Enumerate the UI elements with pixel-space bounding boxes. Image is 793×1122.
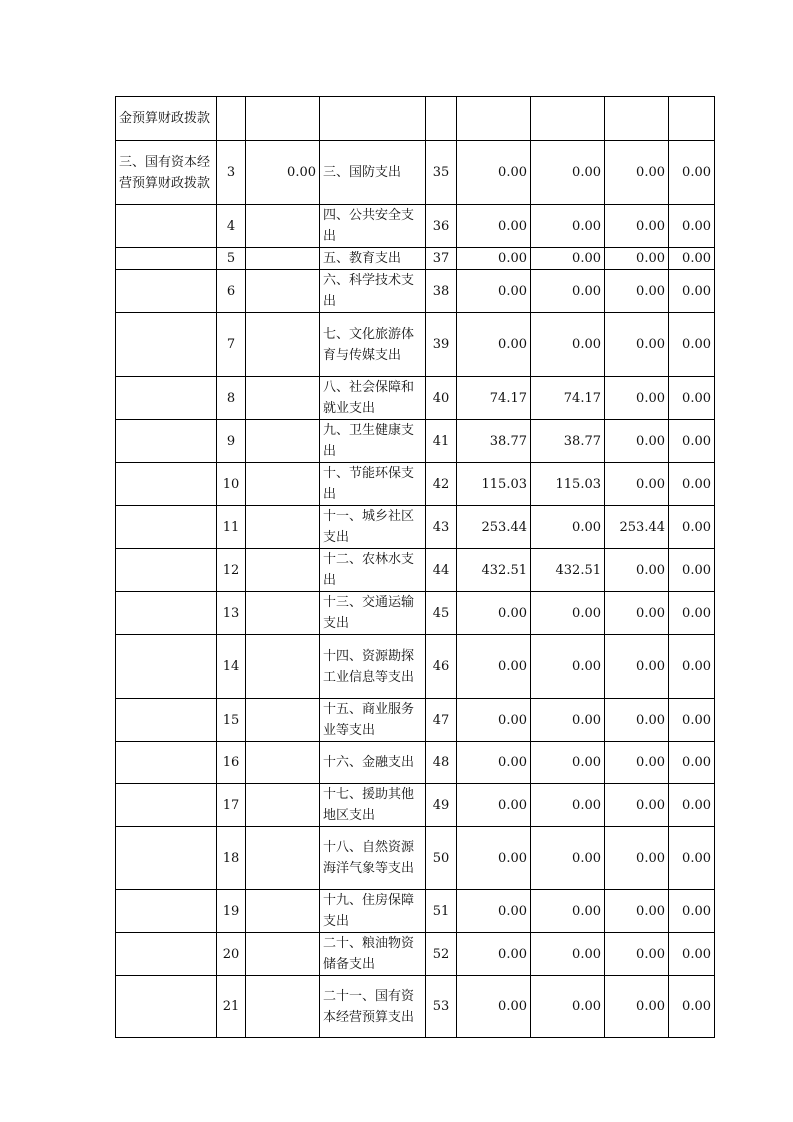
general-budget-cell: 0.00 (531, 141, 605, 205)
total-cell: 0.00 (457, 890, 531, 933)
income-item-cell (116, 248, 217, 270)
fund-budget-cell: 0.00 (605, 377, 669, 420)
income-line-cell (217, 97, 246, 141)
total-cell: 0.00 (457, 205, 531, 248)
total-cell (457, 97, 531, 141)
income-line-cell: 17 (217, 784, 246, 827)
expense-line-cell: 37 (426, 248, 457, 270)
income-line-cell: 8 (217, 377, 246, 420)
expense-item-cell: 十二、农林水支出 (320, 549, 426, 592)
income-amount-cell (246, 205, 320, 248)
income-item-cell (116, 313, 217, 377)
budget-table (115, 96, 715, 1038)
expense-line-cell: 45 (426, 592, 457, 635)
total-cell: 0.00 (457, 248, 531, 270)
state-capital-cell: 0.00 (669, 377, 715, 420)
expense-item-cell: 十八、自然资源海洋气象等支出 (320, 827, 426, 890)
general-budget-cell: 0.00 (531, 976, 605, 1038)
expense-line-cell: 42 (426, 463, 457, 506)
expense-item-cell (320, 97, 426, 141)
income-line-cell: 10 (217, 463, 246, 506)
state-capital-cell: 0.00 (669, 270, 715, 313)
income-item-cell (116, 976, 217, 1038)
income-amount-cell (246, 313, 320, 377)
income-line-cell: 3 (217, 141, 246, 205)
income-item-cell (116, 635, 217, 699)
income-line-cell: 20 (217, 933, 246, 976)
state-capital-cell: 0.00 (669, 976, 715, 1038)
state-capital-cell: 0.00 (669, 742, 715, 784)
table-row (116, 248, 715, 270)
expense-item-cell: 六、科学技术支出 (320, 270, 426, 313)
total-cell: 432.51 (457, 549, 531, 592)
total-cell: 0.00 (457, 699, 531, 742)
income-amount-cell (246, 420, 320, 463)
table-row (116, 742, 715, 784)
income-item-cell (116, 549, 217, 592)
general-budget-cell: 0.00 (531, 784, 605, 827)
income-item-cell (116, 742, 217, 784)
fund-budget-cell: 0.00 (605, 592, 669, 635)
expense-item-cell: 十三、交通运输支出 (320, 592, 426, 635)
income-item-cell (116, 933, 217, 976)
fund-budget-cell: 0.00 (605, 205, 669, 248)
expense-line-cell: 50 (426, 827, 457, 890)
general-budget-cell: 0.00 (531, 635, 605, 699)
fund-budget-cell: 0.00 (605, 141, 669, 205)
total-cell: 0.00 (457, 827, 531, 890)
income-line-cell: 9 (217, 420, 246, 463)
general-budget-cell: 0.00 (531, 592, 605, 635)
total-cell: 115.03 (457, 463, 531, 506)
income-amount-cell (246, 699, 320, 742)
general-budget-cell: 0.00 (531, 933, 605, 976)
fund-budget-cell: 0.00 (605, 933, 669, 976)
income-item-cell (116, 592, 217, 635)
general-budget-cell: 0.00 (531, 699, 605, 742)
income-item-cell (116, 506, 217, 549)
general-budget-cell: 0.00 (531, 827, 605, 890)
income-item-cell (116, 463, 217, 506)
state-capital-cell: 0.00 (669, 592, 715, 635)
state-capital-cell: 0.00 (669, 463, 715, 506)
total-cell: 0.00 (457, 784, 531, 827)
table-row (116, 205, 715, 248)
table-row (116, 976, 715, 1038)
income-item-cell (116, 420, 217, 463)
fund-budget-cell: 0.00 (605, 784, 669, 827)
total-cell: 74.17 (457, 377, 531, 420)
expense-line-cell: 43 (426, 506, 457, 549)
total-cell: 253.44 (457, 506, 531, 549)
expense-item-cell: 十四、资源勘探工业信息等支出 (320, 635, 426, 699)
general-budget-cell: 0.00 (531, 205, 605, 248)
fund-budget-cell: 0.00 (605, 635, 669, 699)
income-amount-cell (246, 890, 320, 933)
state-capital-cell: 0.00 (669, 506, 715, 549)
income-line-cell: 16 (217, 742, 246, 784)
general-budget-cell: 0.00 (531, 270, 605, 313)
total-cell: 0.00 (457, 141, 531, 205)
income-line-cell: 19 (217, 890, 246, 933)
table-row (116, 635, 715, 699)
fund-budget-cell: 0.00 (605, 248, 669, 270)
general-budget-cell: 0.00 (531, 248, 605, 270)
state-capital-cell: 0.00 (669, 933, 715, 976)
table-row (116, 463, 715, 506)
expense-line-cell: 35 (426, 141, 457, 205)
general-budget-cell: 0.00 (531, 742, 605, 784)
total-cell: 38.77 (457, 420, 531, 463)
table-row (116, 699, 715, 742)
table-row (116, 784, 715, 827)
income-line-cell: 15 (217, 699, 246, 742)
general-budget-cell: 0.00 (531, 890, 605, 933)
income-amount-cell (246, 933, 320, 976)
income-line-cell: 21 (217, 976, 246, 1038)
fund-budget-cell: 0.00 (605, 313, 669, 377)
state-capital-cell: 0.00 (669, 635, 715, 699)
income-amount-cell (246, 248, 320, 270)
income-amount-cell (246, 784, 320, 827)
expense-line-cell: 41 (426, 420, 457, 463)
fund-budget-cell: 0.00 (605, 742, 669, 784)
expense-item-cell: 五、教育支出 (320, 248, 426, 270)
income-amount-cell (246, 827, 320, 890)
income-item-cell (116, 699, 217, 742)
expense-item-cell: 十六、金融支出 (320, 742, 426, 784)
state-capital-cell: 0.00 (669, 141, 715, 205)
income-item-cell (116, 205, 217, 248)
income-item-cell (116, 377, 217, 420)
fund-budget-cell: 0.00 (605, 420, 669, 463)
expense-item-cell: 十七、援助其他地区支出 (320, 784, 426, 827)
income-line-cell: 11 (217, 506, 246, 549)
expense-line-cell: 51 (426, 890, 457, 933)
table-body (116, 97, 715, 1038)
fund-budget-cell: 0.00 (605, 699, 669, 742)
general-budget-cell (531, 97, 605, 141)
expense-line-cell: 36 (426, 205, 457, 248)
table-row (116, 827, 715, 890)
income-line-cell: 4 (217, 205, 246, 248)
state-capital-cell: 0.00 (669, 420, 715, 463)
general-budget-cell: 432.51 (531, 549, 605, 592)
expense-item-cell: 三、国防支出 (320, 141, 426, 205)
table-row (116, 270, 715, 313)
expense-item-cell: 九、卫生健康支出 (320, 420, 426, 463)
state-capital-cell: 0.00 (669, 248, 715, 270)
table-row (116, 377, 715, 420)
expense-line-cell: 52 (426, 933, 457, 976)
expense-item-cell: 十九、住房保障支出 (320, 890, 426, 933)
total-cell: 0.00 (457, 313, 531, 377)
general-budget-cell: 74.17 (531, 377, 605, 420)
general-budget-cell: 0.00 (531, 506, 605, 549)
income-amount-cell (246, 270, 320, 313)
income-line-cell: 7 (217, 313, 246, 377)
expense-item-cell: 十一、城乡社区支出 (320, 506, 426, 549)
fund-budget-cell (605, 97, 669, 141)
income-line-cell: 18 (217, 827, 246, 890)
table-row (116, 420, 715, 463)
state-capital-cell: 0.00 (669, 784, 715, 827)
income-amount-cell (246, 97, 320, 141)
income-amount-cell: 0.00 (246, 141, 320, 205)
expense-line-cell: 38 (426, 270, 457, 313)
table-row (116, 592, 715, 635)
total-cell: 0.00 (457, 933, 531, 976)
table-row (116, 933, 715, 976)
expense-line-cell: 53 (426, 976, 457, 1038)
expense-item-cell: 四、公共安全支出 (320, 205, 426, 248)
state-capital-cell: 0.00 (669, 205, 715, 248)
expense-item-cell: 七、文化旅游体育与传媒支出 (320, 313, 426, 377)
income-item-cell (116, 784, 217, 827)
income-amount-cell (246, 463, 320, 506)
fund-budget-cell: 0.00 (605, 827, 669, 890)
income-amount-cell (246, 635, 320, 699)
income-amount-cell (246, 742, 320, 784)
state-capital-cell: 0.00 (669, 699, 715, 742)
income-line-cell: 12 (217, 549, 246, 592)
expense-item-cell: 十五、商业服务业等支出 (320, 699, 426, 742)
expense-item-cell: 十、节能环保支出 (320, 463, 426, 506)
income-item-cell: 金预算财政拨款 (116, 97, 217, 141)
expense-line-cell (426, 97, 457, 141)
expense-line-cell: 47 (426, 699, 457, 742)
income-line-cell: 13 (217, 592, 246, 635)
table-row (116, 890, 715, 933)
general-budget-cell: 115.03 (531, 463, 605, 506)
income-item-cell: 三、国有资本经营预算财政拨款 (116, 141, 217, 205)
state-capital-cell: 0.00 (669, 313, 715, 377)
expense-item-cell: 二十、粮油物资储备支出 (320, 933, 426, 976)
expense-item-cell: 二十一、国有资本经营预算支出 (320, 976, 426, 1038)
state-capital-cell: 0.00 (669, 890, 715, 933)
income-item-cell (116, 827, 217, 890)
expense-line-cell: 44 (426, 549, 457, 592)
income-amount-cell (246, 976, 320, 1038)
income-item-cell (116, 270, 217, 313)
fund-budget-cell: 0.00 (605, 549, 669, 592)
expense-line-cell: 48 (426, 742, 457, 784)
income-amount-cell (246, 549, 320, 592)
table-row (116, 549, 715, 592)
fund-budget-cell: 0.00 (605, 890, 669, 933)
fund-budget-cell: 0.00 (605, 463, 669, 506)
total-cell: 0.00 (457, 635, 531, 699)
fund-budget-cell: 253.44 (605, 506, 669, 549)
total-cell: 0.00 (457, 592, 531, 635)
expense-line-cell: 46 (426, 635, 457, 699)
expense-line-cell: 40 (426, 377, 457, 420)
table-row (116, 313, 715, 377)
fund-budget-cell: 0.00 (605, 270, 669, 313)
table-row (116, 141, 715, 205)
fund-budget-cell: 0.00 (605, 976, 669, 1038)
income-line-cell: 5 (217, 248, 246, 270)
general-budget-cell: 0.00 (531, 313, 605, 377)
table-row (116, 97, 715, 141)
state-capital-cell: 0.00 (669, 549, 715, 592)
table-row (116, 506, 715, 549)
state-capital-cell: 0.00 (669, 827, 715, 890)
expense-line-cell: 39 (426, 313, 457, 377)
state-capital-cell (669, 97, 715, 141)
income-line-cell: 14 (217, 635, 246, 699)
total-cell: 0.00 (457, 742, 531, 784)
income-amount-cell (246, 377, 320, 420)
general-budget-cell: 38.77 (531, 420, 605, 463)
total-cell: 0.00 (457, 976, 531, 1038)
income-amount-cell (246, 592, 320, 635)
income-amount-cell (246, 506, 320, 549)
income-item-cell (116, 890, 217, 933)
expense-line-cell: 49 (426, 784, 457, 827)
total-cell: 0.00 (457, 270, 531, 313)
expense-item-cell: 八、社会保障和就业支出 (320, 377, 426, 420)
income-line-cell: 6 (217, 270, 246, 313)
